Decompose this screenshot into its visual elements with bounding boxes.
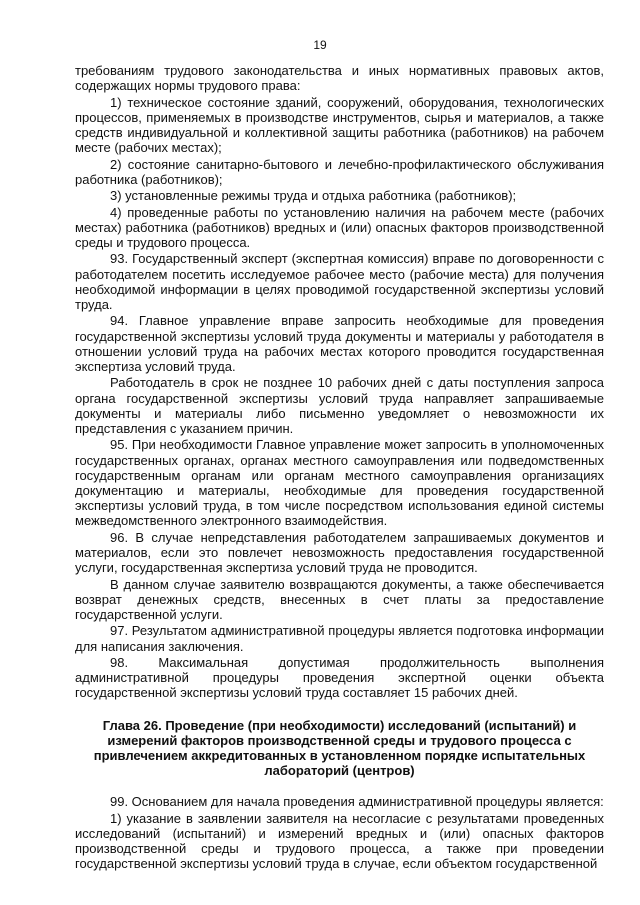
paragraph: 97. Результатом административной процедуры является подготовка информации для написания заключения. xyxy=(75,623,604,654)
paragraph: Работодатель в срок не позднее 10 рабочих дней с даты поступления запроса органа государственной экспертизы условий труда направляет запрашиваемые документы и материалы либо письменно уведомляет о невозможности их представления с указанием причин. xyxy=(75,375,604,436)
paragraph: 2) состояние санитарно-бытового и лечебно-профилактического обслуживания работника (работников); xyxy=(75,156,604,187)
paragraph: 96. В случае непредставления работодателем запрашиваемых документов и материалов, если это повлечет невозможность предоставления государственной услуги, государственная экспертиза условий труда не проводится. xyxy=(75,529,604,576)
paragraph: 3) установленные режимы труда и отдыха работника (работников); xyxy=(110,188,517,204)
paragraph: 98. Максимальная допустимая продолжительность выполнения административной процедуры проведения экспертной оценки объекта государственной экспертизы условий труда составляет 15 рабочих дней. xyxy=(75,654,604,701)
paragraph: требованиям трудового законодательства и иных нормативных правовых актов, содержащих нормы трудового права: xyxy=(75,63,604,94)
paragraph: 93. Государственный эксперт (экспертная комиссия) вправе по договоренности с работодателем посетить исследуемое рабочее место (рабочие места) для получения необходимой информации в целях проводимой государственной экспертизы условий труда. xyxy=(75,251,604,312)
document-body xyxy=(75,63,604,873)
paragraph: 94. Главное управление вправе запросить необходимые для проведения государственной экспертизы условий труда документы и материалы у работодателя в отношении условий труда на рабочих местах которого проводится государственная экспертиза условий труда. xyxy=(75,313,604,374)
chapter-heading: Глава 26. Проведение (при необходимости) исследований (испытаний) и измерений факторов производственной среды и трудового процесса с привлечением аккредитованных в установленном порядке испытательных лабораторий (центров) xyxy=(93,717,586,779)
paragraph: 1) техническое состояние зданий, сооружений, оборудования, технологических процессов, применяемых в производстве инструментов, сырья и материалов, а также средств индивидуальной и коллективной защиты работника (работников) на рабочем месте (рабочих местах); xyxy=(75,94,604,156)
page-number: 19 xyxy=(313,38,327,52)
paragraph: В данном случае заявителю возвращаются документы, а также обеспечивается возврат денежных средств, внесенных в счет платы за предоставление государственной услуги. xyxy=(75,576,604,622)
paragraph: 99. Основанием для начала проведения административной процедуры является: xyxy=(110,794,604,810)
paragraph: 4) проведенные работы по установлению наличия на рабочем месте (рабочих местах) работника (работников) вредных и (или) опасных факторов производственной среды и трудового процесса. xyxy=(75,204,604,250)
paragraph: 95. При необходимости Главное управление может запросить в уполномоченных государственных органах, органах местного самоуправления или подведомственных государственным органам или органам местного самоуправления организациях документацию и материалы, необходимые для проведения государственной экспертизы условий труда, в том числе посредством использования единой системы межведомственного электронного взаимодействия. xyxy=(75,437,604,529)
paragraph: 1) указание в заявлении заявителя на несогласие с результатами проведенных исследований (испытаний) и измерений вредных и (или) опасных факторов производственной среды и трудового процесса, а также при проведении государственной экспертизы условий труда в случае, если объектом государственной xyxy=(75,810,604,872)
